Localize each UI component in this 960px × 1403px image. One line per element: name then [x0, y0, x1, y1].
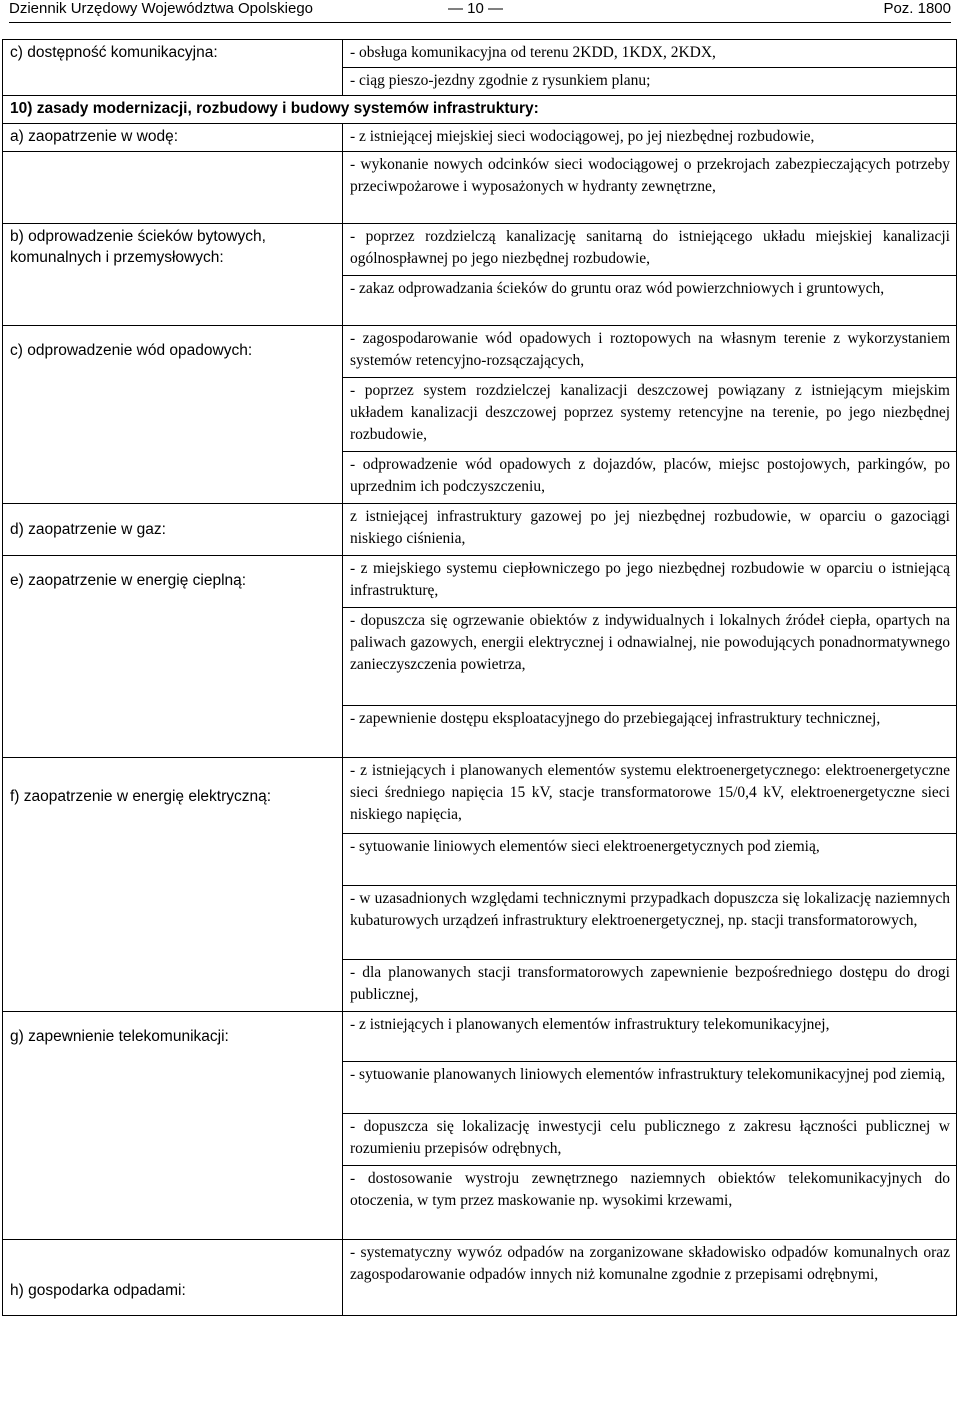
row-text: - poprzez system rozdzielczej kanalizacji deszczowej powiązany z istniejącym miejskim układem kanalizacji deszczowej poprzez systemy retencyjne na terenie, po jego niezbędnej rozbudowie,: [343, 378, 957, 452]
table-row: [3, 152, 957, 224]
table-row: [3, 224, 957, 276]
row-label-water: a) zaopatrzenie w wodę:: [3, 124, 343, 152]
table-row: [3, 758, 957, 834]
row-label-access: c) dostępność komunikacyjna:: [3, 40, 343, 96]
table-row: [3, 504, 957, 556]
row-text: - dopuszcza się lokalizację inwestycji celu publicznego z zakresu łączności publicznej w rozumieniu przepisów odrębnych,: [343, 1114, 957, 1166]
table-row: [3, 40, 957, 68]
position-number: Poz. 1800: [883, 0, 951, 17]
page-number: — 10 —: [448, 0, 504, 17]
row-text: - obsługa komunikacyjna od terenu 2KDD, 1KDX, 2KDX,: [343, 40, 957, 68]
row-label-empty: [3, 152, 343, 224]
row-text: - w uzasadnionych względami technicznymi przypadkach dopuszcza się lokalizację naziemnych kubaturowych urządzeń infrastruktury elektroenergetycznej, np. stacji transformatorowych,: [343, 886, 957, 960]
row-text: - ciąg pieszo-jezdny zgodnie z rysunkiem planu;: [343, 68, 957, 96]
row-text: - dla planowanych stacji transformatorowych zapewnienie bezpośredniego dostępu do drogi publicznej,: [343, 960, 957, 1012]
row-text: - sytuowanie liniowych elementów sieci elektroenergetycznych pod ziemią,: [343, 834, 957, 886]
row-label-electricity: f) zaopatrzenie w energię elektryczną:: [3, 758, 343, 1012]
row-text: - odprowadzenie wód opadowych z dojazdów, placów, miejsc postojowych, parkingów, po uprzednim ich podczyszczeniu,: [343, 452, 957, 504]
row-text: z istniejącej infrastruktury gazowej po jej niezbędnej rozbudowie, w oparciu o gazociągi niskiego ciśnienia,: [343, 504, 957, 556]
row-label-heat: e) zaopatrzenie w energię cieplną:: [3, 556, 343, 758]
table-row: [3, 124, 957, 152]
table-row: [3, 326, 957, 378]
row-text: - systematyczny wywóz odpadów na zorganizowane składowisko odpadów komunalnych oraz zagospodarowanie odpadów innych niż komunalne zgodnie z przepisami odrębnymi,: [343, 1240, 957, 1316]
regulation-table: [2, 39, 957, 1316]
table-row: [3, 96, 957, 124]
row-label-rainwater: c) odprowadzenie wód opadowych:: [3, 326, 343, 504]
page-header: [9, 0, 951, 23]
row-text: - sytuowanie planowanych liniowych elementów infrastruktury telekomunikacyjnej pod ziemią,: [343, 1062, 957, 1114]
section-heading: 10) zasady modernizacji, rozbudowy i budowy systemów infrastruktury:: [3, 96, 957, 124]
row-text: - z istniejącej miejskiej sieci wodociągowej, po jej niezbędnej rozbudowie,: [343, 124, 957, 152]
row-text: - z istniejących i planowanych elementów infrastruktury telekomunikacyjnej,: [343, 1012, 957, 1062]
row-label-telecom: g) zapewnienie telekomunikacji:: [3, 1012, 343, 1240]
row-label-gas: d) zaopatrzenie w gaz:: [3, 504, 343, 556]
row-text: - dopuszcza się ogrzewanie obiektów z indywidualnych i lokalnych źródeł ciepła, opartych na paliwach gazowych, energii elektrycznej i odnawialnej, nie powodujących ponadnormatywnego zanieczyszczenia powietrza,: [343, 608, 957, 706]
row-text: - zakaz odprowadzania ścieków do gruntu oraz wód powierzchniowych i gruntowych,: [343, 276, 957, 326]
journal-title: Dziennik Urzędowy Województwa Opolskiego: [9, 0, 314, 17]
row-text: - wykonanie nowych odcinków sieci wodociągowej o przekrojach zabezpieczających potrzeby przeciwpożarowe i wyposażonych w hydranty zewnętrzne,: [343, 152, 957, 224]
row-label-waste: h) gospodarka odpadami:: [3, 1240, 343, 1316]
row-text: - dostosowanie wystroju zewnętrznego naziemnych obiektów telekomunikacyjnych do otoczenia, w tym przez maskowanie np. wysokimi krzewami,: [343, 1166, 957, 1240]
row-text: - zagospodarowanie wód opadowych i roztopowych na własnym terenie z wykorzystaniem systemów retencyjno-rozsączających,: [343, 326, 957, 378]
row-text: - z istniejących i planowanych elementów systemu elektroenergetycznego: elektroenergetyczne sieci średniego napięcia 15 kV, stacje transformatorowe 15/0,4 kV, elektroenergetyczne sieci niskiego napięcia,: [343, 758, 957, 834]
row-label-sewage: b) odprowadzenie ścieków bytowych, komunalnych i przemysłowych:: [3, 224, 343, 326]
table-row: [3, 1240, 957, 1316]
row-text: - zapewnienie dostępu eksploatacyjnego do przebiegającej infrastruktury technicznej,: [343, 706, 957, 758]
row-text: - z miejskiego systemu ciepłowniczego po jego niezbędnej rozbudowie w oparciu o istniejącą infrastrukturę,: [343, 556, 957, 608]
table-row: [3, 556, 957, 608]
row-text: - poprzez rozdzielczą kanalizację sanitarną do istniejącego układu miejskiej kanalizacji ogólnospławnej po jego niezbędnej rozbudowie,: [343, 224, 957, 276]
table-row: [3, 1012, 957, 1062]
